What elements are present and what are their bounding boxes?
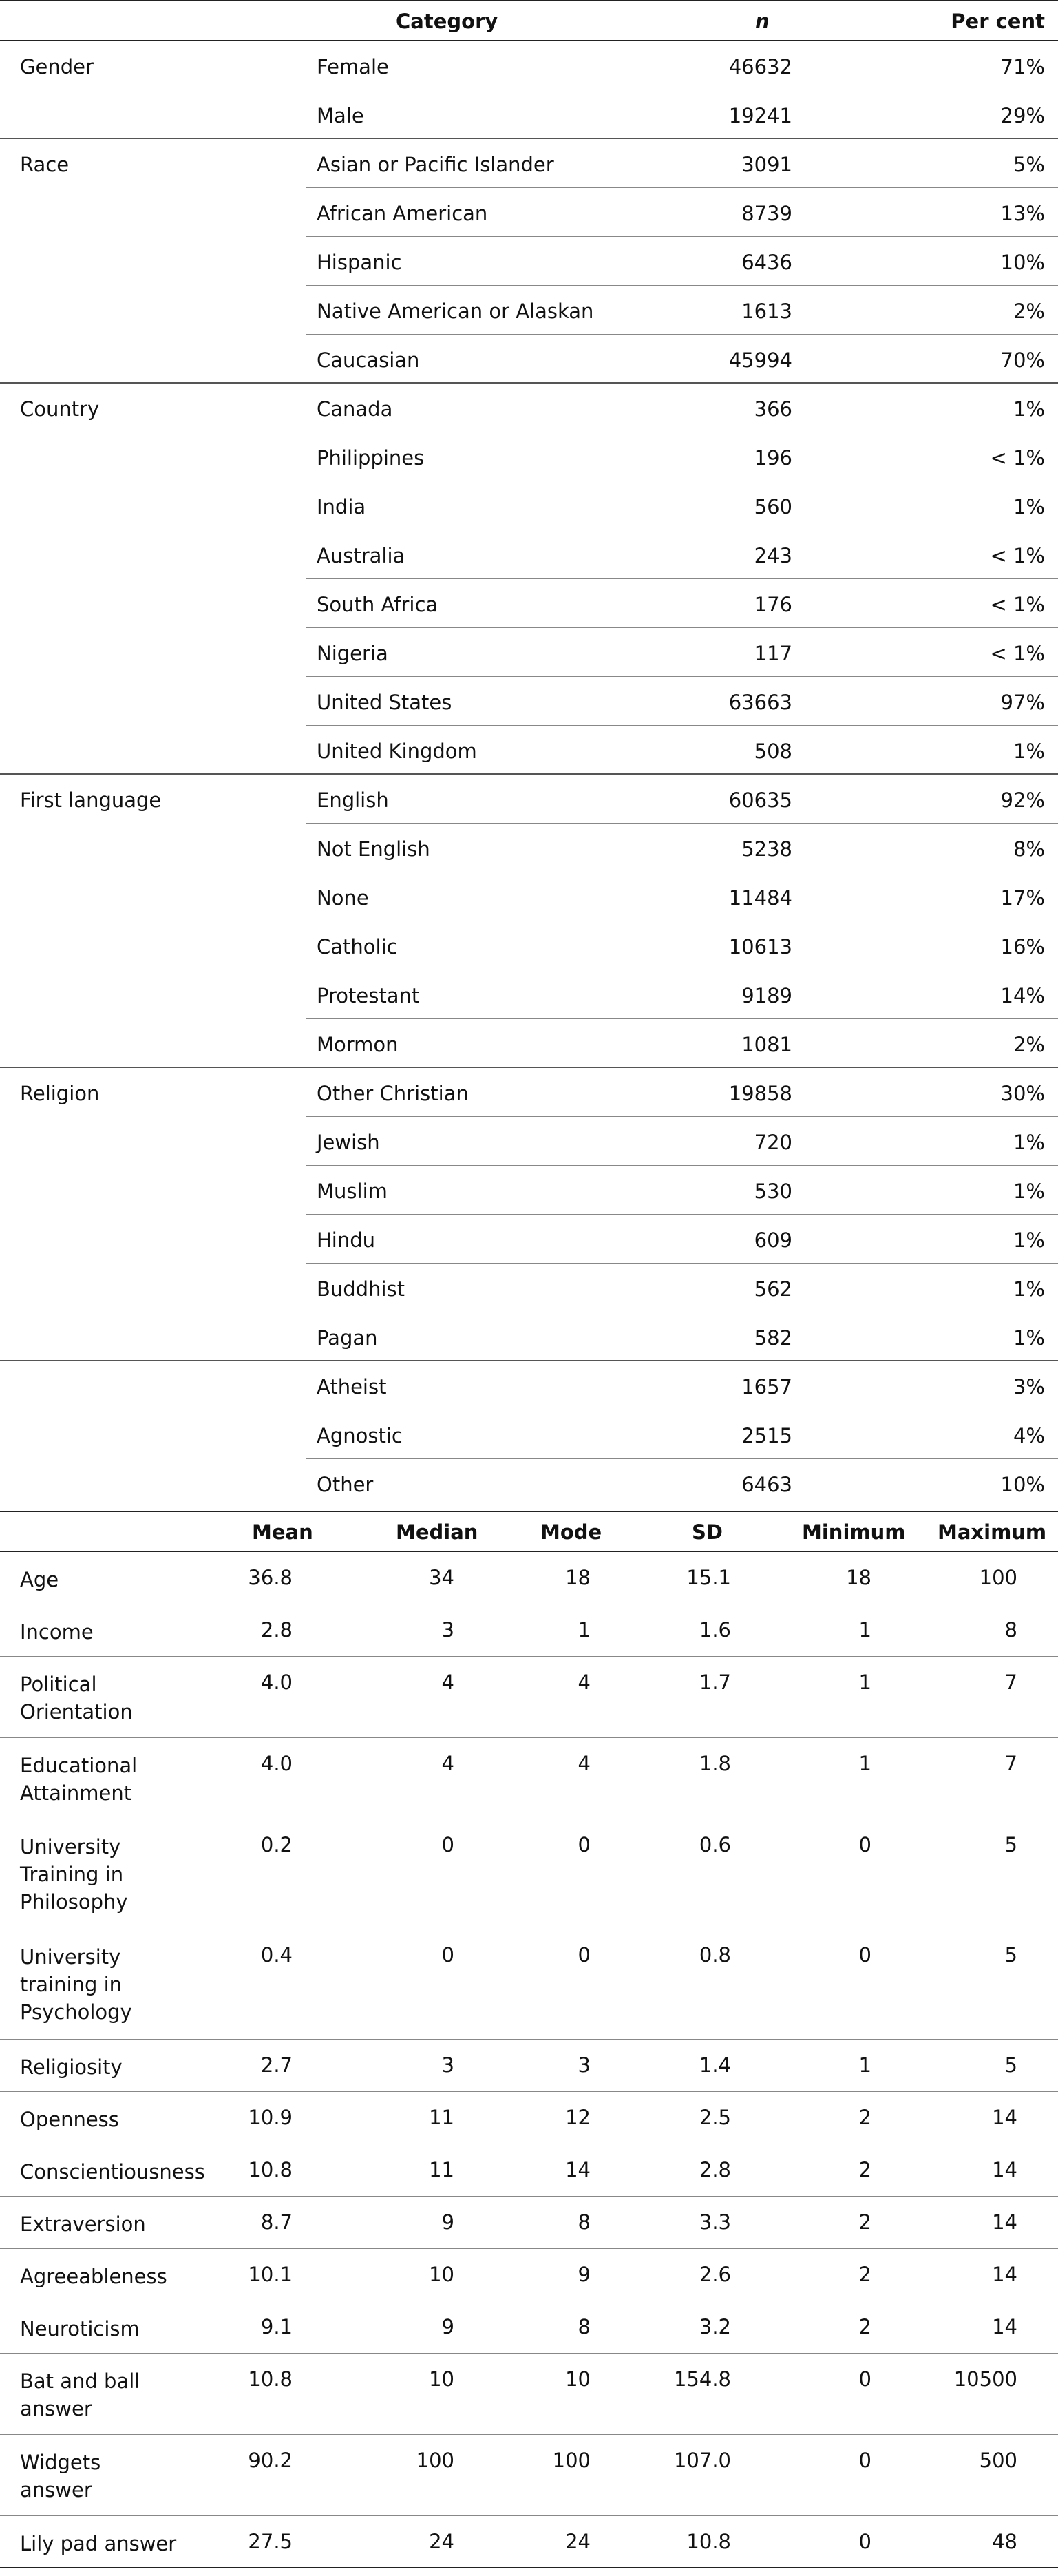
- table-row: [0, 2354, 1058, 2435]
- percent-cell: 1%: [1013, 397, 1045, 421]
- median-cell: 3: [441, 1618, 454, 1642]
- count-cell: 609: [754, 1228, 792, 1252]
- percent-cell: 5%: [1013, 153, 1045, 176]
- table-row: [306, 237, 1058, 286]
- mean-cell: 90.2: [248, 2449, 293, 2472]
- table-row: [306, 41, 1058, 90]
- max-cell: 7: [1004, 1671, 1017, 1694]
- group-label: First language: [20, 788, 162, 812]
- group-label: Religion: [20, 1082, 100, 1105]
- table-row: [306, 579, 1058, 628]
- median-cell: 24: [429, 2530, 454, 2553]
- max-cell: 100: [979, 1566, 1017, 1589]
- min-cell: 1: [858, 2053, 871, 2077]
- percent-cell: 8%: [1013, 837, 1045, 861]
- category-cell: Other: [317, 1473, 374, 1496]
- percent-cell: 14%: [1000, 984, 1045, 1007]
- group-label: Race: [20, 153, 70, 176]
- table-row: [306, 921, 1058, 970]
- mean-cell: 2.8: [260, 1618, 293, 1642]
- variable-label: Age: [20, 1568, 59, 1591]
- sd-cell: 3.3: [699, 2210, 731, 2234]
- count-cell: 1613: [741, 300, 792, 323]
- median-cell: 10: [429, 2263, 454, 2286]
- category-cell: Mormon: [317, 1033, 399, 1056]
- mode-cell: 100: [552, 2449, 591, 2472]
- percent-cell: 2%: [1013, 1033, 1045, 1056]
- table-row: [306, 970, 1058, 1019]
- table-row: [306, 139, 1058, 188]
- header-mode: Mode: [540, 1520, 602, 1544]
- count-cell: 366: [754, 397, 792, 421]
- table1-header: [0, 0, 1058, 41]
- variable-label: Openness: [20, 2108, 119, 2131]
- category-cell: Not English: [317, 837, 430, 861]
- percent-cell: < 1%: [990, 446, 1045, 470]
- count-cell: 243: [754, 544, 792, 567]
- percent-cell: 1%: [1013, 1326, 1045, 1350]
- table-row: [306, 384, 1058, 432]
- category-cell: South Africa: [317, 593, 438, 616]
- percent-cell: 13%: [1000, 202, 1045, 225]
- table-row: [306, 1068, 1058, 1117]
- sd-cell: 2.8: [699, 2158, 731, 2181]
- count-cell: 720: [754, 1131, 792, 1154]
- table-row: [306, 188, 1058, 237]
- table-row: [0, 2092, 1058, 2144]
- min-cell: 0: [858, 1833, 871, 1856]
- category-cell: Philippines: [317, 446, 425, 470]
- sd-cell: 2.6: [699, 2263, 731, 2286]
- table-row: [306, 432, 1058, 481]
- table-row: [306, 628, 1058, 677]
- min-cell: 2: [858, 2263, 871, 2286]
- category-cell: Pagan: [317, 1326, 378, 1350]
- table-row: [306, 1215, 1058, 1264]
- mode-cell: 8: [578, 2315, 591, 2338]
- table-row: [0, 1552, 1058, 1604]
- count-cell: 6463: [741, 1473, 792, 1496]
- mode-cell: 9: [578, 2263, 591, 2286]
- group-label: Gender: [20, 55, 94, 78]
- percent-cell: 97%: [1000, 691, 1045, 714]
- max-cell: 10500: [953, 2367, 1017, 2391]
- category-cell: Hispanic: [317, 251, 402, 274]
- table-row: [306, 90, 1058, 139]
- count-cell: 19241: [728, 104, 792, 127]
- table-row: [306, 1459, 1058, 1508]
- table-row: [306, 1361, 1058, 1410]
- table-row: [306, 1166, 1058, 1215]
- category-cell: Nigeria: [317, 642, 388, 665]
- max-cell: 5: [1004, 1833, 1017, 1856]
- max-cell: 48: [992, 2530, 1017, 2553]
- mode-cell: 0: [578, 1943, 591, 1967]
- percent-cell: 70%: [1000, 348, 1045, 372]
- count-cell: 562: [754, 1277, 792, 1301]
- mode-cell: 14: [565, 2158, 591, 2181]
- percent-cell: 10%: [1000, 251, 1045, 274]
- mode-cell: 8: [578, 2210, 591, 2234]
- table-row: [306, 286, 1058, 335]
- mode-cell: 1: [578, 1618, 591, 1642]
- mean-cell: 36.8: [248, 1566, 293, 1589]
- category-cell: Agnostic: [317, 1424, 403, 1447]
- percent-cell: 92%: [1000, 788, 1045, 812]
- sd-cell: 107.0: [673, 2449, 731, 2472]
- sd-cell: 3.2: [699, 2315, 731, 2338]
- mode-cell: 3: [578, 2053, 591, 2077]
- table-row: [306, 824, 1058, 872]
- category-cell: Protestant: [317, 984, 420, 1007]
- table-row: [0, 2249, 1058, 2301]
- count-cell: 5238: [741, 837, 792, 861]
- sd-cell: 15.1: [686, 1566, 731, 1589]
- count-cell: 19858: [728, 1082, 792, 1105]
- category-cell: English: [317, 788, 389, 812]
- min-cell: 1: [858, 1618, 871, 1642]
- min-cell: 2: [858, 2210, 871, 2234]
- category-cell: Caucasian: [317, 348, 420, 372]
- mean-cell: 10.8: [248, 2367, 293, 2391]
- min-cell: 1: [858, 1752, 871, 1775]
- sd-cell: 0.6: [699, 1833, 731, 1856]
- table-row: [0, 2197, 1058, 2249]
- percent-cell: 1%: [1013, 1180, 1045, 1203]
- header-sd: SD: [692, 1520, 723, 1544]
- sd-cell: 10.8: [686, 2530, 731, 2553]
- sd-cell: 0.8: [699, 1943, 731, 1967]
- table-row: [0, 2516, 1058, 2568]
- table1-group: [0, 775, 1058, 1068]
- count-cell: 45994: [728, 348, 792, 372]
- median-cell: 4: [441, 1752, 454, 1775]
- percent-cell: 4%: [1013, 1424, 1045, 1447]
- percent-cell: 1%: [1013, 740, 1045, 763]
- category-cell: African American: [317, 202, 488, 225]
- table-row: [0, 2040, 1058, 2092]
- table-row: [306, 1117, 1058, 1166]
- count-cell: 530: [754, 1180, 792, 1203]
- category-cell: Asian or Pacific Islander: [317, 153, 554, 176]
- median-cell: 0: [441, 1943, 454, 1967]
- min-cell: 0: [858, 2449, 871, 2472]
- max-cell: 7: [1004, 1752, 1017, 1775]
- percent-cell: 1%: [1013, 1277, 1045, 1301]
- table1-group: [0, 41, 1058, 139]
- mean-cell: 4.0: [260, 1671, 293, 1694]
- variable-label: Conscientiousness: [20, 2160, 205, 2184]
- table-row: [306, 872, 1058, 921]
- max-cell: 14: [992, 2263, 1017, 2286]
- count-cell: 8739: [741, 202, 792, 225]
- table-row: [0, 2435, 1058, 2516]
- mode-cell: 18: [565, 1566, 591, 1589]
- table-row: [306, 1410, 1058, 1459]
- mode-cell: 4: [578, 1671, 591, 1694]
- min-cell: 2: [858, 2158, 871, 2181]
- percent-cell: 2%: [1013, 300, 1045, 323]
- table-row: [0, 2301, 1058, 2354]
- percent-cell: 17%: [1000, 886, 1045, 910]
- variable-label: Neuroticism: [20, 2317, 140, 2341]
- percent-cell: 30%: [1000, 1082, 1045, 1105]
- count-cell: 6436: [741, 251, 792, 274]
- percent-cell: 71%: [1000, 55, 1045, 78]
- median-cell: 10: [429, 2367, 454, 2391]
- header-category: Category: [396, 10, 498, 33]
- category-cell: Atheist: [317, 1375, 387, 1399]
- count-cell: 1657: [741, 1375, 792, 1399]
- table-row: [306, 775, 1058, 824]
- mean-cell: 2.7: [260, 2053, 293, 2077]
- header-n: n: [755, 10, 770, 33]
- category-cell: Canada: [317, 397, 393, 421]
- variable-label: Widgets answer: [20, 2451, 101, 2502]
- percent-cell: < 1%: [990, 593, 1045, 616]
- variable-label: Lily pad answer: [20, 2532, 177, 2555]
- category-cell: India: [317, 495, 366, 519]
- min-cell: 0: [858, 2367, 871, 2391]
- variable-label: University Training in Philosophy: [20, 1835, 128, 1914]
- max-cell: 500: [979, 2449, 1017, 2472]
- table-row: [306, 481, 1058, 530]
- max-cell: 8: [1004, 1618, 1017, 1642]
- mean-cell: 10.1: [248, 2263, 293, 2286]
- sd-cell: 2.5: [699, 2106, 731, 2129]
- table1-group: [0, 1068, 1058, 1361]
- category-cell: Native American or Alaskan: [317, 300, 594, 323]
- percent-cell: 10%: [1000, 1473, 1045, 1496]
- mean-cell: 27.5: [248, 2530, 293, 2553]
- mode-cell: 12: [565, 2106, 591, 2129]
- sd-cell: 1.7: [699, 1671, 731, 1694]
- variable-label: Religiosity: [20, 2055, 123, 2079]
- category-cell: Male: [317, 104, 364, 127]
- sd-cell: 1.8: [699, 1752, 731, 1775]
- count-cell: 46632: [728, 55, 792, 78]
- mode-cell: 10: [565, 2367, 591, 2391]
- sd-cell: 154.8: [673, 2367, 731, 2391]
- count-cell: 3091: [741, 153, 792, 176]
- median-cell: 34: [429, 1566, 454, 1589]
- median-cell: 9: [441, 2210, 454, 2234]
- count-cell: 10613: [728, 935, 792, 959]
- percent-cell: 1%: [1013, 495, 1045, 519]
- mean-cell: 9.1: [260, 2315, 293, 2338]
- variable-label: Political Orientation: [20, 1673, 133, 1724]
- count-cell: 582: [754, 1326, 792, 1350]
- median-cell: 3: [441, 2053, 454, 2077]
- category-cell: Jewish: [317, 1131, 380, 1154]
- median-cell: 100: [416, 2449, 454, 2472]
- category-cell: United States: [317, 691, 452, 714]
- table1-group: [0, 384, 1058, 775]
- max-cell: 5: [1004, 1943, 1017, 1967]
- variable-label: Income: [20, 1620, 94, 1644]
- category-cell: Female: [317, 55, 389, 78]
- category-cell: Other Christian: [317, 1082, 469, 1105]
- table-row: [306, 530, 1058, 579]
- table-row: [306, 1312, 1058, 1361]
- variable-label: Extraversion: [20, 2212, 146, 2236]
- category-cell: Catholic: [317, 935, 398, 959]
- sd-cell: 1.4: [699, 2053, 731, 2077]
- count-cell: 60635: [728, 788, 792, 812]
- count-cell: 63663: [728, 691, 792, 714]
- table-row: [0, 1604, 1058, 1657]
- sd-cell: 1.6: [699, 1618, 731, 1642]
- variable-label: University training in Psychology: [20, 1945, 132, 2024]
- max-cell: 14: [992, 2106, 1017, 2129]
- count-cell: 176: [754, 593, 792, 616]
- mean-cell: 8.7: [260, 2210, 293, 2234]
- percent-cell: 29%: [1000, 104, 1045, 127]
- mode-cell: 0: [578, 1833, 591, 1856]
- count-cell: 508: [754, 740, 792, 763]
- percent-cell: 1%: [1013, 1131, 1045, 1154]
- mean-cell: 0.4: [260, 1943, 293, 1967]
- median-cell: 11: [429, 2158, 454, 2181]
- count-cell: 11484: [728, 886, 792, 910]
- variable-label: Educational Attainment: [20, 1754, 138, 1805]
- mean-cell: 4.0: [260, 1752, 293, 1775]
- category-cell: Buddhist: [317, 1277, 405, 1301]
- max-cell: 5: [1004, 2053, 1017, 2077]
- count-cell: 560: [754, 495, 792, 519]
- table-row: [306, 335, 1058, 384]
- percent-cell: 1%: [1013, 1228, 1045, 1252]
- category-cell: None: [317, 886, 369, 910]
- count-cell: 117: [754, 642, 792, 665]
- min-cell: 2: [858, 2106, 871, 2129]
- count-cell: 9189: [741, 984, 792, 1007]
- table1-group: [0, 1361, 1058, 1508]
- percent-cell: < 1%: [990, 544, 1045, 567]
- table-row: [0, 2144, 1058, 2197]
- count-cell: 1081: [741, 1033, 792, 1056]
- table-row: [0, 1819, 1058, 1929]
- table-row: [0, 1929, 1058, 2040]
- mode-cell: 4: [578, 1752, 591, 1775]
- median-cell: 0: [441, 1833, 454, 1856]
- header-median: Median: [396, 1520, 478, 1544]
- min-cell: 0: [858, 1943, 871, 1967]
- median-cell: 11: [429, 2106, 454, 2129]
- count-cell: 196: [754, 446, 792, 470]
- table-row: [306, 677, 1058, 726]
- header-percent: Per cent: [951, 10, 1045, 33]
- table1-group: [0, 139, 1058, 384]
- min-cell: 1: [858, 1671, 871, 1694]
- percent-cell: 16%: [1000, 935, 1045, 959]
- category-cell: Muslim: [317, 1180, 388, 1203]
- category-cell: Australia: [317, 544, 405, 567]
- category-cell: Hindu: [317, 1228, 376, 1252]
- max-cell: 14: [992, 2158, 1017, 2181]
- mean-cell: 10.9: [248, 2106, 293, 2129]
- max-cell: 14: [992, 2315, 1017, 2338]
- table-row: [0, 1738, 1058, 1819]
- header-mean: Mean: [252, 1520, 313, 1544]
- count-cell: 2515: [741, 1424, 792, 1447]
- group-label: Country: [20, 397, 100, 421]
- table-row: [306, 1264, 1058, 1312]
- percent-cell: < 1%: [990, 642, 1045, 665]
- table-row: [306, 1019, 1058, 1068]
- mean-cell: 10.8: [248, 2158, 293, 2181]
- median-cell: 9: [441, 2315, 454, 2338]
- min-cell: 2: [858, 2315, 871, 2338]
- header-maximum: Maximum: [938, 1520, 1047, 1544]
- table2-header: [0, 1511, 1058, 1552]
- header-minimum: Minimum: [802, 1520, 906, 1544]
- percent-cell: 3%: [1013, 1375, 1045, 1399]
- variable-label: Bat and ball answer: [20, 2369, 140, 2420]
- median-cell: 4: [441, 1671, 454, 1694]
- mode-cell: 24: [565, 2530, 591, 2553]
- min-cell: 18: [846, 1566, 871, 1589]
- max-cell: 14: [992, 2210, 1017, 2234]
- min-cell: 0: [858, 2530, 871, 2553]
- table-row: [0, 1657, 1058, 1738]
- variable-label: Agreeableness: [20, 2265, 167, 2288]
- table-row: [306, 726, 1058, 775]
- category-cell: United Kingdom: [317, 740, 477, 763]
- mean-cell: 0.2: [260, 1833, 293, 1856]
